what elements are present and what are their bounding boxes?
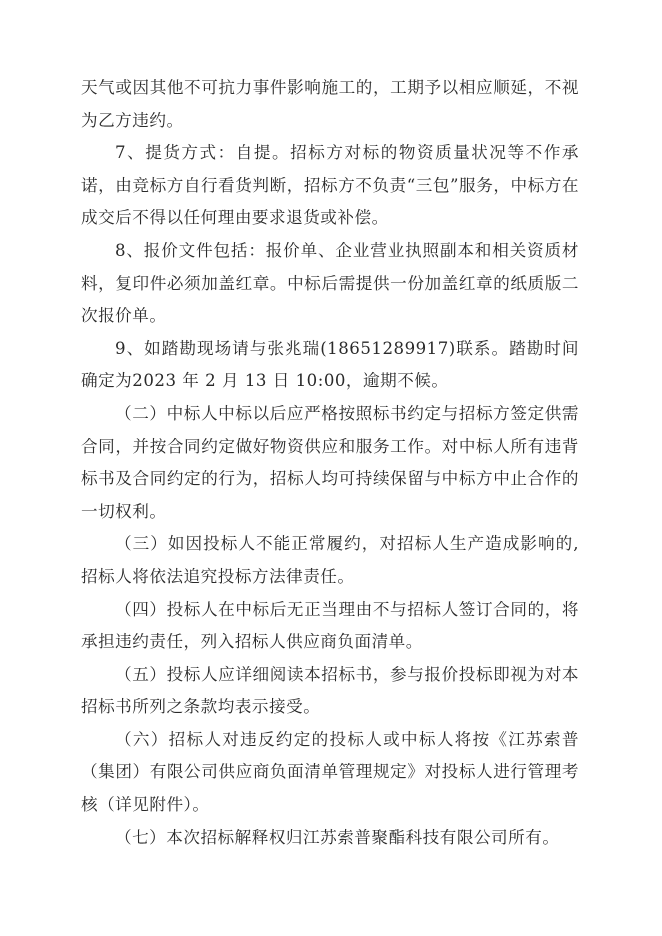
paragraph-continuation: 天气或因其他不可抗力事件影响施工的，工期予以相应顺延，不视为乙方违约。 bbox=[81, 78, 579, 130]
paragraph-section-3: （三）如因投标人不能正常履约，对招标人生产造成影响的,招标人将依法追究投标方法律责任。 bbox=[81, 534, 579, 586]
paragraph-section-5: （五）投标人应详细阅读本招标书，参与报价投标即视为对本招标书所列之条款均表示接受。 bbox=[81, 664, 579, 717]
document-page bbox=[81, 72, 579, 854]
paragraph-item-7-pickup: 7、提货方式：自提。招标方对标的物资质量状况等不作承诺，由竞标方自行看货判断，招标方不负责“三包”服务，中标方在成交后不得以任何理由要求退货或补偿。 bbox=[81, 143, 579, 228]
paragraph-section-4: （四）投标人在中标后无正当理由不与招标人签订合同的，将承担违约责任，列入招标人供应商负面清单。 bbox=[81, 599, 579, 652]
paragraph-section-6: （六）招标人对违反约定的投标人或中标人将按《江苏索普（集团）有限公司供应商负面清单管理规定》对投标人进行管理考核（详见附件）。 bbox=[81, 729, 579, 815]
paragraph-item-9-site-visit: 9、如踏勘现场请与张兆瑞(18651289917)联系。踏勘时间确定为2023 年 2 月 13 日 10:00，逾期不候。 bbox=[81, 338, 579, 391]
paragraph-section-2: （二）中标人中标以后应严格按照标书约定与招标方签定供需合同，并按合同约定做好物资供应和服务工作。对中标人所有违背标书及合同约定的行为，招标人均可持续保留与中标方中止合作的一切权利。 bbox=[81, 403, 579, 521]
paragraph-item-8-quote-docs: 8、报价文件包括：报价单、企业营业执照副本和相关资质材料，复印件必须加盖红章。中标后需提供一份加盖红章的纸质版二次报价单。 bbox=[81, 240, 579, 326]
paragraph-section-7: （七）本次招标解释权归江苏索普聚酯科技有限公司所有。 bbox=[115, 827, 560, 847]
